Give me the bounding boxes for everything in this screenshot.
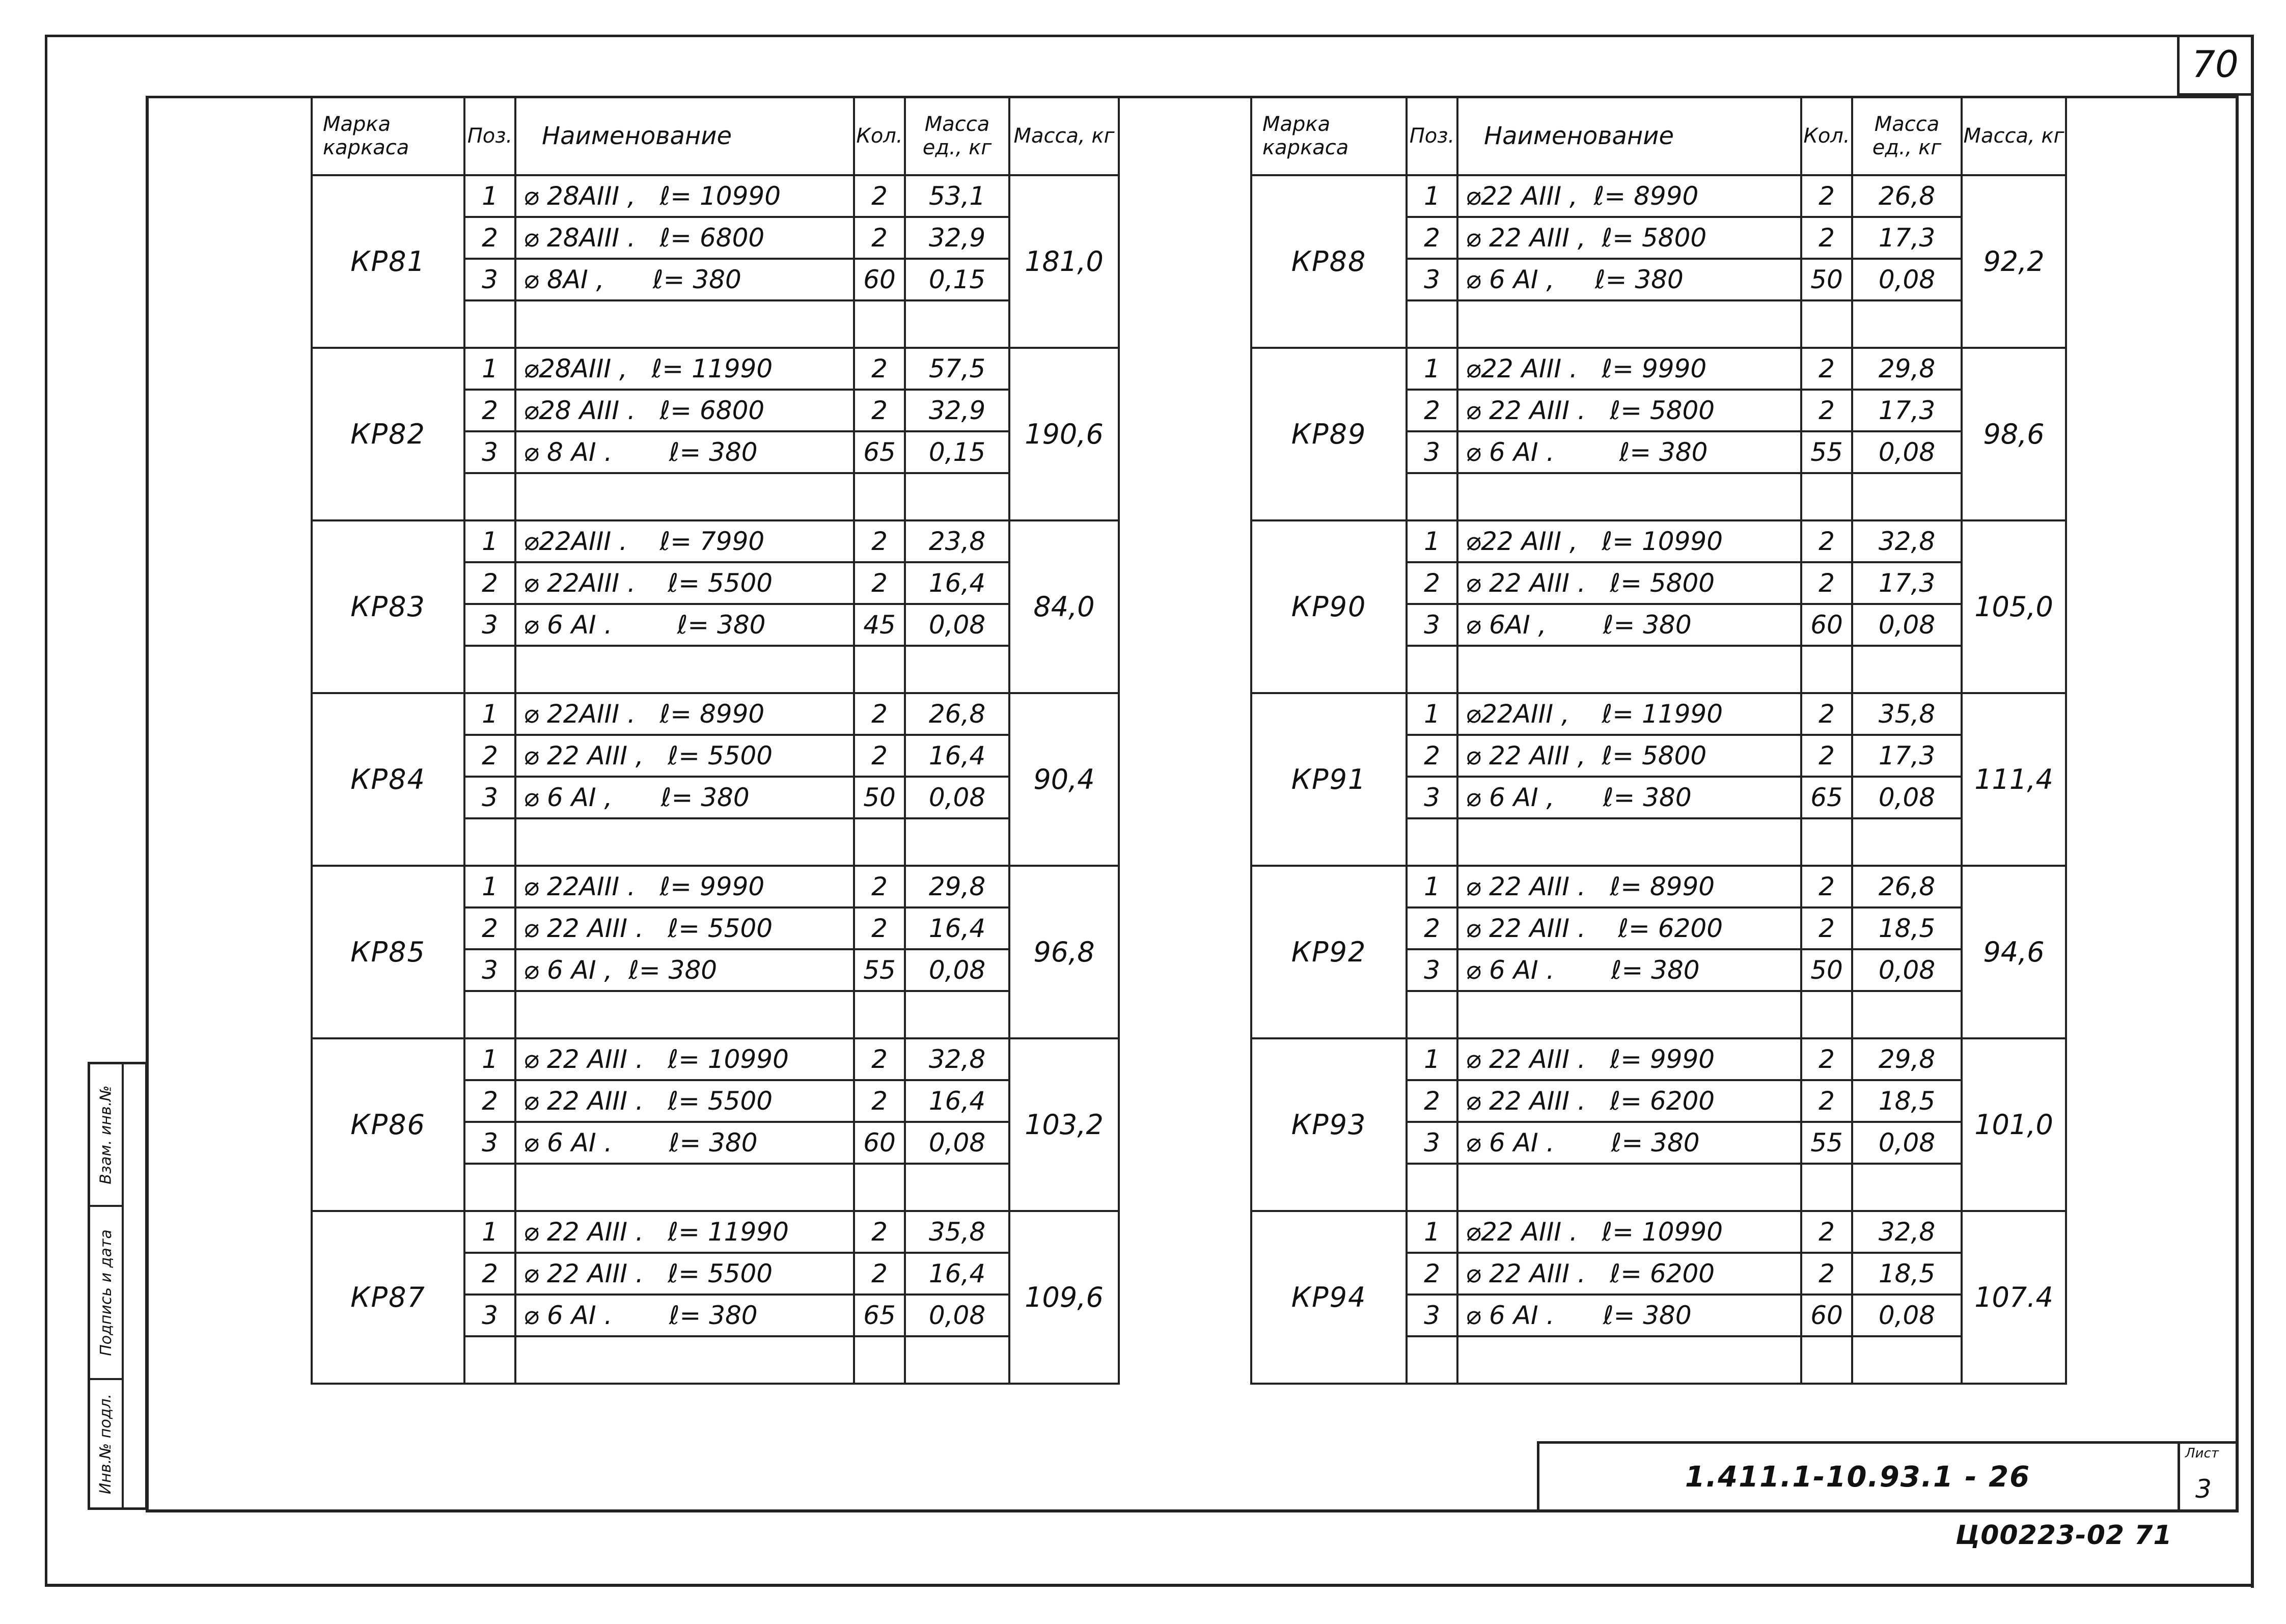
position-number: 3 (464, 1295, 515, 1336)
blank-cell (1407, 1336, 1457, 1384)
position-number: 2 (1407, 562, 1457, 604)
quantity: 2 (854, 907, 905, 949)
unit-mass: 17,3 (1852, 390, 1962, 431)
position-number: 1 (1407, 1211, 1457, 1253)
item-name: ⌀ 22 АIII . ℓ= 5800 (1457, 562, 1801, 604)
blank-cell (1407, 473, 1457, 520)
table-row (312, 520, 1119, 562)
blank-cell (1457, 473, 1801, 520)
position-number: 1 (1407, 520, 1457, 562)
unit-mass: 26,8 (1852, 175, 1962, 217)
total-mass: 92,2 (1962, 175, 2066, 348)
quantity: 2 (1801, 520, 1852, 562)
unit-mass: 0,08 (905, 949, 1009, 991)
quantity: 2 (1801, 1080, 1852, 1122)
quantity: 2 (1801, 390, 1852, 431)
quantity: 65 (854, 431, 905, 473)
blank-cell (905, 1336, 1009, 1384)
total-mass: 107.4 (1962, 1211, 2066, 1384)
outer-frame-bottom (45, 1584, 2254, 1587)
frame-mark: КР93 (1251, 1038, 1407, 1211)
unit-mass: 26,8 (905, 693, 1009, 735)
frame-mark: КР90 (1251, 520, 1407, 693)
table-row (312, 348, 1119, 390)
quantity: 50 (854, 777, 905, 818)
unit-mass: 0,08 (1852, 949, 1962, 991)
quantity: 2 (854, 866, 905, 907)
position-number: 2 (464, 1253, 515, 1295)
item-name: ⌀22 АIII . ℓ= 9990 (1457, 348, 1801, 390)
blank-cell (464, 473, 515, 520)
quantity: 2 (854, 735, 905, 777)
quantity: 60 (854, 1122, 905, 1164)
position-number: 1 (464, 1038, 515, 1080)
item-name: ⌀ 6 АI . ℓ= 380 (515, 1122, 854, 1164)
position-number: 1 (464, 693, 515, 735)
header-unit-mass: Масса ед., кг (905, 97, 1009, 175)
quantity: 50 (1801, 259, 1852, 300)
blank-cell (1457, 1164, 1801, 1211)
page-number: 70 (2177, 35, 2251, 96)
table-row (312, 1038, 1119, 1080)
blank-cell (854, 646, 905, 693)
item-name: ⌀ 22АIII . ℓ= 9990 (515, 866, 854, 907)
item-name: ⌀ 22 АIII , ℓ= 5500 (515, 735, 854, 777)
unit-mass: 17,3 (1852, 735, 1962, 777)
blank-cell (515, 818, 854, 866)
blank-cell (1407, 818, 1457, 866)
item-name: ⌀22АIII . ℓ= 7990 (515, 520, 854, 562)
unit-mass: 0,08 (1852, 259, 1962, 300)
item-name: ⌀ 22 АIII . ℓ= 10990 (515, 1038, 854, 1080)
blank-cell (515, 1336, 854, 1384)
blank-cell (1457, 991, 1801, 1038)
blank-cell (464, 300, 515, 348)
blank-cell (905, 300, 1009, 348)
item-name: ⌀ 6 АI , ℓ= 380 (1457, 777, 1801, 818)
unit-mass: 16,4 (905, 907, 1009, 949)
blank-cell (905, 1164, 1009, 1211)
table-row (1251, 348, 2066, 390)
blank-cell (854, 473, 905, 520)
unit-mass: 23,8 (905, 520, 1009, 562)
item-name: ⌀ 6 АI . ℓ= 380 (1457, 431, 1801, 473)
sheet-number: 3 (2195, 1474, 2212, 1504)
frame-mark: КР85 (312, 866, 464, 1038)
blank-cell (1801, 1336, 1852, 1384)
item-name: ⌀ 6 АI , ℓ= 380 (1457, 259, 1801, 300)
side-stamp (88, 1062, 148, 1510)
item-name: ⌀ 22 АIII . ℓ= 5500 (515, 1080, 854, 1122)
position-number: 2 (464, 390, 515, 431)
side-stamp-divider (122, 1064, 124, 1507)
unit-mass: 35,8 (905, 1211, 1009, 1253)
title-block (1537, 1441, 2239, 1512)
item-name: ⌀ 22 АIII . ℓ= 6200 (1457, 1253, 1801, 1295)
quantity: 2 (854, 1211, 905, 1253)
table-row (312, 866, 1119, 907)
item-name: ⌀22 АIII . ℓ= 10990 (1457, 1211, 1801, 1253)
header-pos: Поз. (464, 97, 515, 175)
item-name: ⌀ 22 АIII . ℓ= 6200 (1457, 907, 1801, 949)
item-name: ⌀ 6 АI . ℓ= 380 (515, 1295, 854, 1336)
unit-mass: 32,9 (905, 217, 1009, 259)
blank-cell (1801, 818, 1852, 866)
quantity: 2 (1801, 866, 1852, 907)
frame-mark: КР92 (1251, 866, 1407, 1038)
position-number: 2 (1407, 390, 1457, 431)
blank-cell (1852, 1164, 1962, 1211)
item-name: ⌀ 22 АIII . ℓ= 5800 (1457, 390, 1801, 431)
table-row (1251, 175, 2066, 217)
quantity: 50 (1801, 949, 1852, 991)
item-name: ⌀ 6 АI , ℓ= 380 (515, 949, 854, 991)
blank-cell (515, 991, 854, 1038)
total-mass: 94,6 (1962, 866, 2066, 1038)
position-number: 1 (464, 866, 515, 907)
document-code: 1.411.1-10.93.1 - 26 (1685, 1460, 2031, 1494)
blank-cell (1407, 991, 1457, 1038)
quantity: 2 (854, 520, 905, 562)
blank-cell (1801, 473, 1852, 520)
blank-cell (464, 818, 515, 866)
quantity: 2 (1801, 348, 1852, 390)
quantity: 2 (1801, 1038, 1852, 1080)
item-name: ⌀ 22АIII . ℓ= 5500 (515, 562, 854, 604)
quantity: 2 (854, 348, 905, 390)
blank-cell (1457, 646, 1801, 693)
quantity: 2 (1801, 735, 1852, 777)
position-number: 2 (1407, 1253, 1457, 1295)
unit-mass: 53,1 (905, 175, 1009, 217)
item-name: ⌀ 22 АIII . ℓ= 5500 (515, 1253, 854, 1295)
item-name: ⌀ 22 АIII . ℓ= 5500 (515, 907, 854, 949)
position-number: 2 (1407, 217, 1457, 259)
total-mass: 181,0 (1009, 175, 1119, 348)
unit-mass: 0,08 (905, 1122, 1009, 1164)
unit-mass: 18,5 (1852, 1253, 1962, 1295)
blank-cell (905, 991, 1009, 1038)
position-number: 2 (1407, 907, 1457, 949)
table-row (312, 1211, 1119, 1253)
quantity: 2 (1801, 562, 1852, 604)
unit-mass: 0,08 (905, 777, 1009, 818)
blank-cell (1457, 300, 1801, 348)
blank-cell (1852, 300, 1962, 348)
blank-cell (854, 1336, 905, 1384)
table-row (1251, 866, 2066, 907)
table-row (312, 175, 1119, 217)
frame-mark: КР91 (1251, 693, 1407, 866)
frame-mark: КР84 (312, 693, 464, 866)
item-name: ⌀ 22 АIII . ℓ= 11990 (515, 1211, 854, 1253)
unit-mass: 16,4 (905, 735, 1009, 777)
unit-mass: 32,8 (1852, 520, 1962, 562)
unit-mass: 16,4 (905, 562, 1009, 604)
table-row (1251, 693, 2066, 735)
outer-frame-right (2251, 35, 2254, 1588)
quantity: 2 (854, 390, 905, 431)
item-name: ⌀ 22АIII . ℓ= 8990 (515, 693, 854, 735)
side-inv-orig (90, 1380, 122, 1507)
unit-mass: 32,8 (905, 1038, 1009, 1080)
table-row (312, 693, 1119, 735)
item-name: ⌀22АIII , ℓ= 11990 (1457, 693, 1801, 735)
quantity: 55 (854, 949, 905, 991)
blank-cell (854, 1164, 905, 1211)
position-number: 1 (1407, 866, 1457, 907)
frame-mark: КР87 (312, 1211, 464, 1384)
position-number: 1 (1407, 693, 1457, 735)
position-number: 1 (464, 175, 515, 217)
blank-cell (515, 1164, 854, 1211)
unit-mass: 26,8 (1852, 866, 1962, 907)
quantity: 2 (1801, 1253, 1852, 1295)
blank-cell (515, 300, 854, 348)
item-name: ⌀ 6 АI , ℓ= 380 (515, 777, 854, 818)
total-mass: 111,4 (1962, 693, 2066, 866)
position-number: 1 (1407, 1038, 1457, 1080)
header-unit-mass: Масса ед., кг (1852, 97, 1962, 175)
quantity: 45 (854, 604, 905, 646)
blank-cell (515, 473, 854, 520)
header-name: Наименование (1457, 97, 1801, 175)
table-row (1251, 520, 2066, 562)
frame-mark: КР86 (312, 1038, 464, 1211)
unit-mass: 0,08 (1852, 604, 1962, 646)
frame-mark: КР83 (312, 520, 464, 693)
header-pos: Поз. (1407, 97, 1457, 175)
blank-cell (854, 300, 905, 348)
blank-cell (1852, 646, 1962, 693)
quantity: 2 (1801, 175, 1852, 217)
blank-cell (1852, 991, 1962, 1038)
blank-cell (464, 1164, 515, 1211)
frame-mark: КР81 (312, 175, 464, 348)
side-replaces-inv (90, 1064, 122, 1207)
quantity: 60 (1801, 604, 1852, 646)
quantity: 2 (854, 217, 905, 259)
quantity: 2 (854, 693, 905, 735)
quantity: 2 (854, 175, 905, 217)
position-number: 3 (464, 431, 515, 473)
item-name: ⌀ 22 АIII , ℓ= 5800 (1457, 735, 1801, 777)
side-signature-date-label: Подпись и дата (97, 1229, 115, 1356)
frame-mark: КР94 (1251, 1211, 1407, 1384)
unit-mass: 0,08 (905, 604, 1009, 646)
position-number: 3 (1407, 259, 1457, 300)
archive-code: Ц00223-02 71 (1956, 1520, 2172, 1551)
quantity: 65 (854, 1295, 905, 1336)
total-mass: 84,0 (1009, 520, 1119, 693)
header-qty: Кол. (854, 97, 905, 175)
header-name: Наименование (515, 97, 854, 175)
unit-mass: 17,3 (1852, 217, 1962, 259)
blank-cell (1852, 1336, 1962, 1384)
total-mass: 101,0 (1962, 1038, 2066, 1211)
item-name: ⌀ 6 АI . ℓ= 380 (1457, 1295, 1801, 1336)
item-name: ⌀ 22 АIII . ℓ= 9990 (1457, 1038, 1801, 1080)
blank-cell (464, 991, 515, 1038)
position-number: 2 (464, 907, 515, 949)
unit-mass: 32,9 (905, 390, 1009, 431)
side-replaces-inv-label: Взам. инв.№ (97, 1085, 115, 1185)
item-name: ⌀28 АIII . ℓ= 6800 (515, 390, 854, 431)
spec-table-right (1250, 96, 2067, 1385)
unit-mass: 57,5 (905, 348, 1009, 390)
quantity: 60 (1801, 1295, 1852, 1336)
unit-mass: 0,08 (905, 1295, 1009, 1336)
position-number: 3 (1407, 1295, 1457, 1336)
position-number: 3 (1407, 777, 1457, 818)
total-mass: 109,6 (1009, 1211, 1119, 1384)
quantity: 2 (1801, 1211, 1852, 1253)
blank-cell (905, 818, 1009, 866)
position-number: 1 (464, 520, 515, 562)
blank-cell (1407, 1164, 1457, 1211)
total-mass: 190,6 (1009, 348, 1119, 520)
position-number: 2 (464, 735, 515, 777)
blank-cell (1852, 473, 1962, 520)
blank-cell (1801, 1164, 1852, 1211)
position-number: 1 (464, 1211, 515, 1253)
blank-cell (515, 646, 854, 693)
table-row (1251, 1038, 2066, 1080)
header-mark: Марка каркаса (1251, 97, 1407, 175)
item-name: ⌀ 22 АIII . ℓ= 8990 (1457, 866, 1801, 907)
spec-table-left (311, 96, 1120, 1385)
total-mass: 105,0 (1962, 520, 2066, 693)
item-name: ⌀ 28АIII . ℓ= 6800 (515, 217, 854, 259)
item-name: ⌀ 6АI , ℓ= 380 (1457, 604, 1801, 646)
blank-cell (1801, 300, 1852, 348)
position-number: 2 (464, 562, 515, 604)
header-total-mass: Масса, кг (1009, 97, 1119, 175)
unit-mass: 17,3 (1852, 562, 1962, 604)
total-mass: 96,8 (1009, 866, 1119, 1038)
position-number: 2 (464, 1080, 515, 1122)
sheet-cell (2178, 1444, 2236, 1510)
position-number: 3 (1407, 604, 1457, 646)
item-name: ⌀22 АIII , ℓ= 8990 (1457, 175, 1801, 217)
unit-mass: 35,8 (1852, 693, 1962, 735)
blank-cell (1457, 818, 1801, 866)
blank-cell (1407, 646, 1457, 693)
position-number: 1 (1407, 175, 1457, 217)
position-number: 3 (1407, 1122, 1457, 1164)
blank-cell (1801, 646, 1852, 693)
position-number: 3 (464, 259, 515, 300)
blank-cell (1457, 1336, 1801, 1384)
blank-cell (854, 818, 905, 866)
quantity: 55 (1801, 1122, 1852, 1164)
blank-cell (854, 991, 905, 1038)
quantity: 65 (1801, 777, 1852, 818)
total-mass: 103,2 (1009, 1038, 1119, 1211)
position-number: 3 (464, 1122, 515, 1164)
item-name: ⌀ 8 АI . ℓ= 380 (515, 431, 854, 473)
unit-mass: 0,08 (1852, 1295, 1962, 1336)
frame-mark: КР82 (312, 348, 464, 520)
position-number: 3 (464, 949, 515, 991)
quantity: 55 (1801, 431, 1852, 473)
quantity: 2 (854, 1080, 905, 1122)
position-number: 1 (464, 348, 515, 390)
position-number: 3 (1407, 431, 1457, 473)
quantity: 2 (1801, 693, 1852, 735)
blank-cell (464, 646, 515, 693)
unit-mass: 16,4 (905, 1253, 1009, 1295)
blank-cell (905, 473, 1009, 520)
unit-mass: 0,08 (1852, 1122, 1962, 1164)
blank-cell (1801, 991, 1852, 1038)
position-number: 2 (464, 217, 515, 259)
quantity: 2 (1801, 217, 1852, 259)
position-number: 3 (464, 777, 515, 818)
item-name: ⌀28АIII , ℓ= 11990 (515, 348, 854, 390)
total-mass: 98,6 (1962, 348, 2066, 520)
unit-mass: 0,08 (1852, 431, 1962, 473)
unit-mass: 0,15 (905, 431, 1009, 473)
blank-cell (1852, 818, 1962, 866)
table-row (1251, 1211, 2066, 1253)
side-inv-orig-label: Инв.№ подл. (97, 1393, 115, 1494)
item-name: ⌀ 28АIII , ℓ= 10990 (515, 175, 854, 217)
item-name: ⌀ 8АI , ℓ= 380 (515, 259, 854, 300)
frame-mark: КР89 (1251, 348, 1407, 520)
item-name: ⌀ 6 АI . ℓ= 380 (1457, 949, 1801, 991)
item-name: ⌀ 22 АIII , ℓ= 5800 (1457, 217, 1801, 259)
unit-mass: 0,15 (905, 259, 1009, 300)
position-number: 2 (1407, 735, 1457, 777)
item-name: ⌀ 6 АI . ℓ= 380 (1457, 1122, 1801, 1164)
frame-mark: КР88 (1251, 175, 1407, 348)
unit-mass: 18,5 (1852, 907, 1962, 949)
quantity: 2 (854, 1038, 905, 1080)
total-mass: 90,4 (1009, 693, 1119, 866)
unit-mass: 29,8 (905, 866, 1009, 907)
unit-mass: 32,8 (1852, 1211, 1962, 1253)
blank-cell (464, 1336, 515, 1384)
unit-mass: 16,4 (905, 1080, 1009, 1122)
item-name: ⌀22 АIII , ℓ= 10990 (1457, 520, 1801, 562)
position-number: 3 (464, 604, 515, 646)
quantity: 60 (854, 259, 905, 300)
item-name: ⌀ 22 АIII . ℓ= 6200 (1457, 1080, 1801, 1122)
sheet-label: Лист (2185, 1446, 2219, 1461)
quantity: 2 (854, 562, 905, 604)
header-mark: Марка каркаса (312, 97, 464, 175)
unit-mass: 29,8 (1852, 1038, 1962, 1080)
quantity: 2 (854, 1253, 905, 1295)
position-number: 2 (1407, 1080, 1457, 1122)
position-number: 1 (1407, 348, 1457, 390)
position-number: 3 (1407, 949, 1457, 991)
quantity: 2 (1801, 907, 1852, 949)
header-total-mass: Масса, кг (1962, 97, 2066, 175)
item-name: ⌀ 6 АI . ℓ= 380 (515, 604, 854, 646)
header-qty: Кол. (1801, 97, 1852, 175)
blank-cell (905, 646, 1009, 693)
unit-mass: 18,5 (1852, 1080, 1962, 1122)
unit-mass: 0,08 (1852, 777, 1962, 818)
unit-mass: 29,8 (1852, 348, 1962, 390)
side-signature-date (90, 1207, 122, 1380)
blank-cell (1407, 300, 1457, 348)
